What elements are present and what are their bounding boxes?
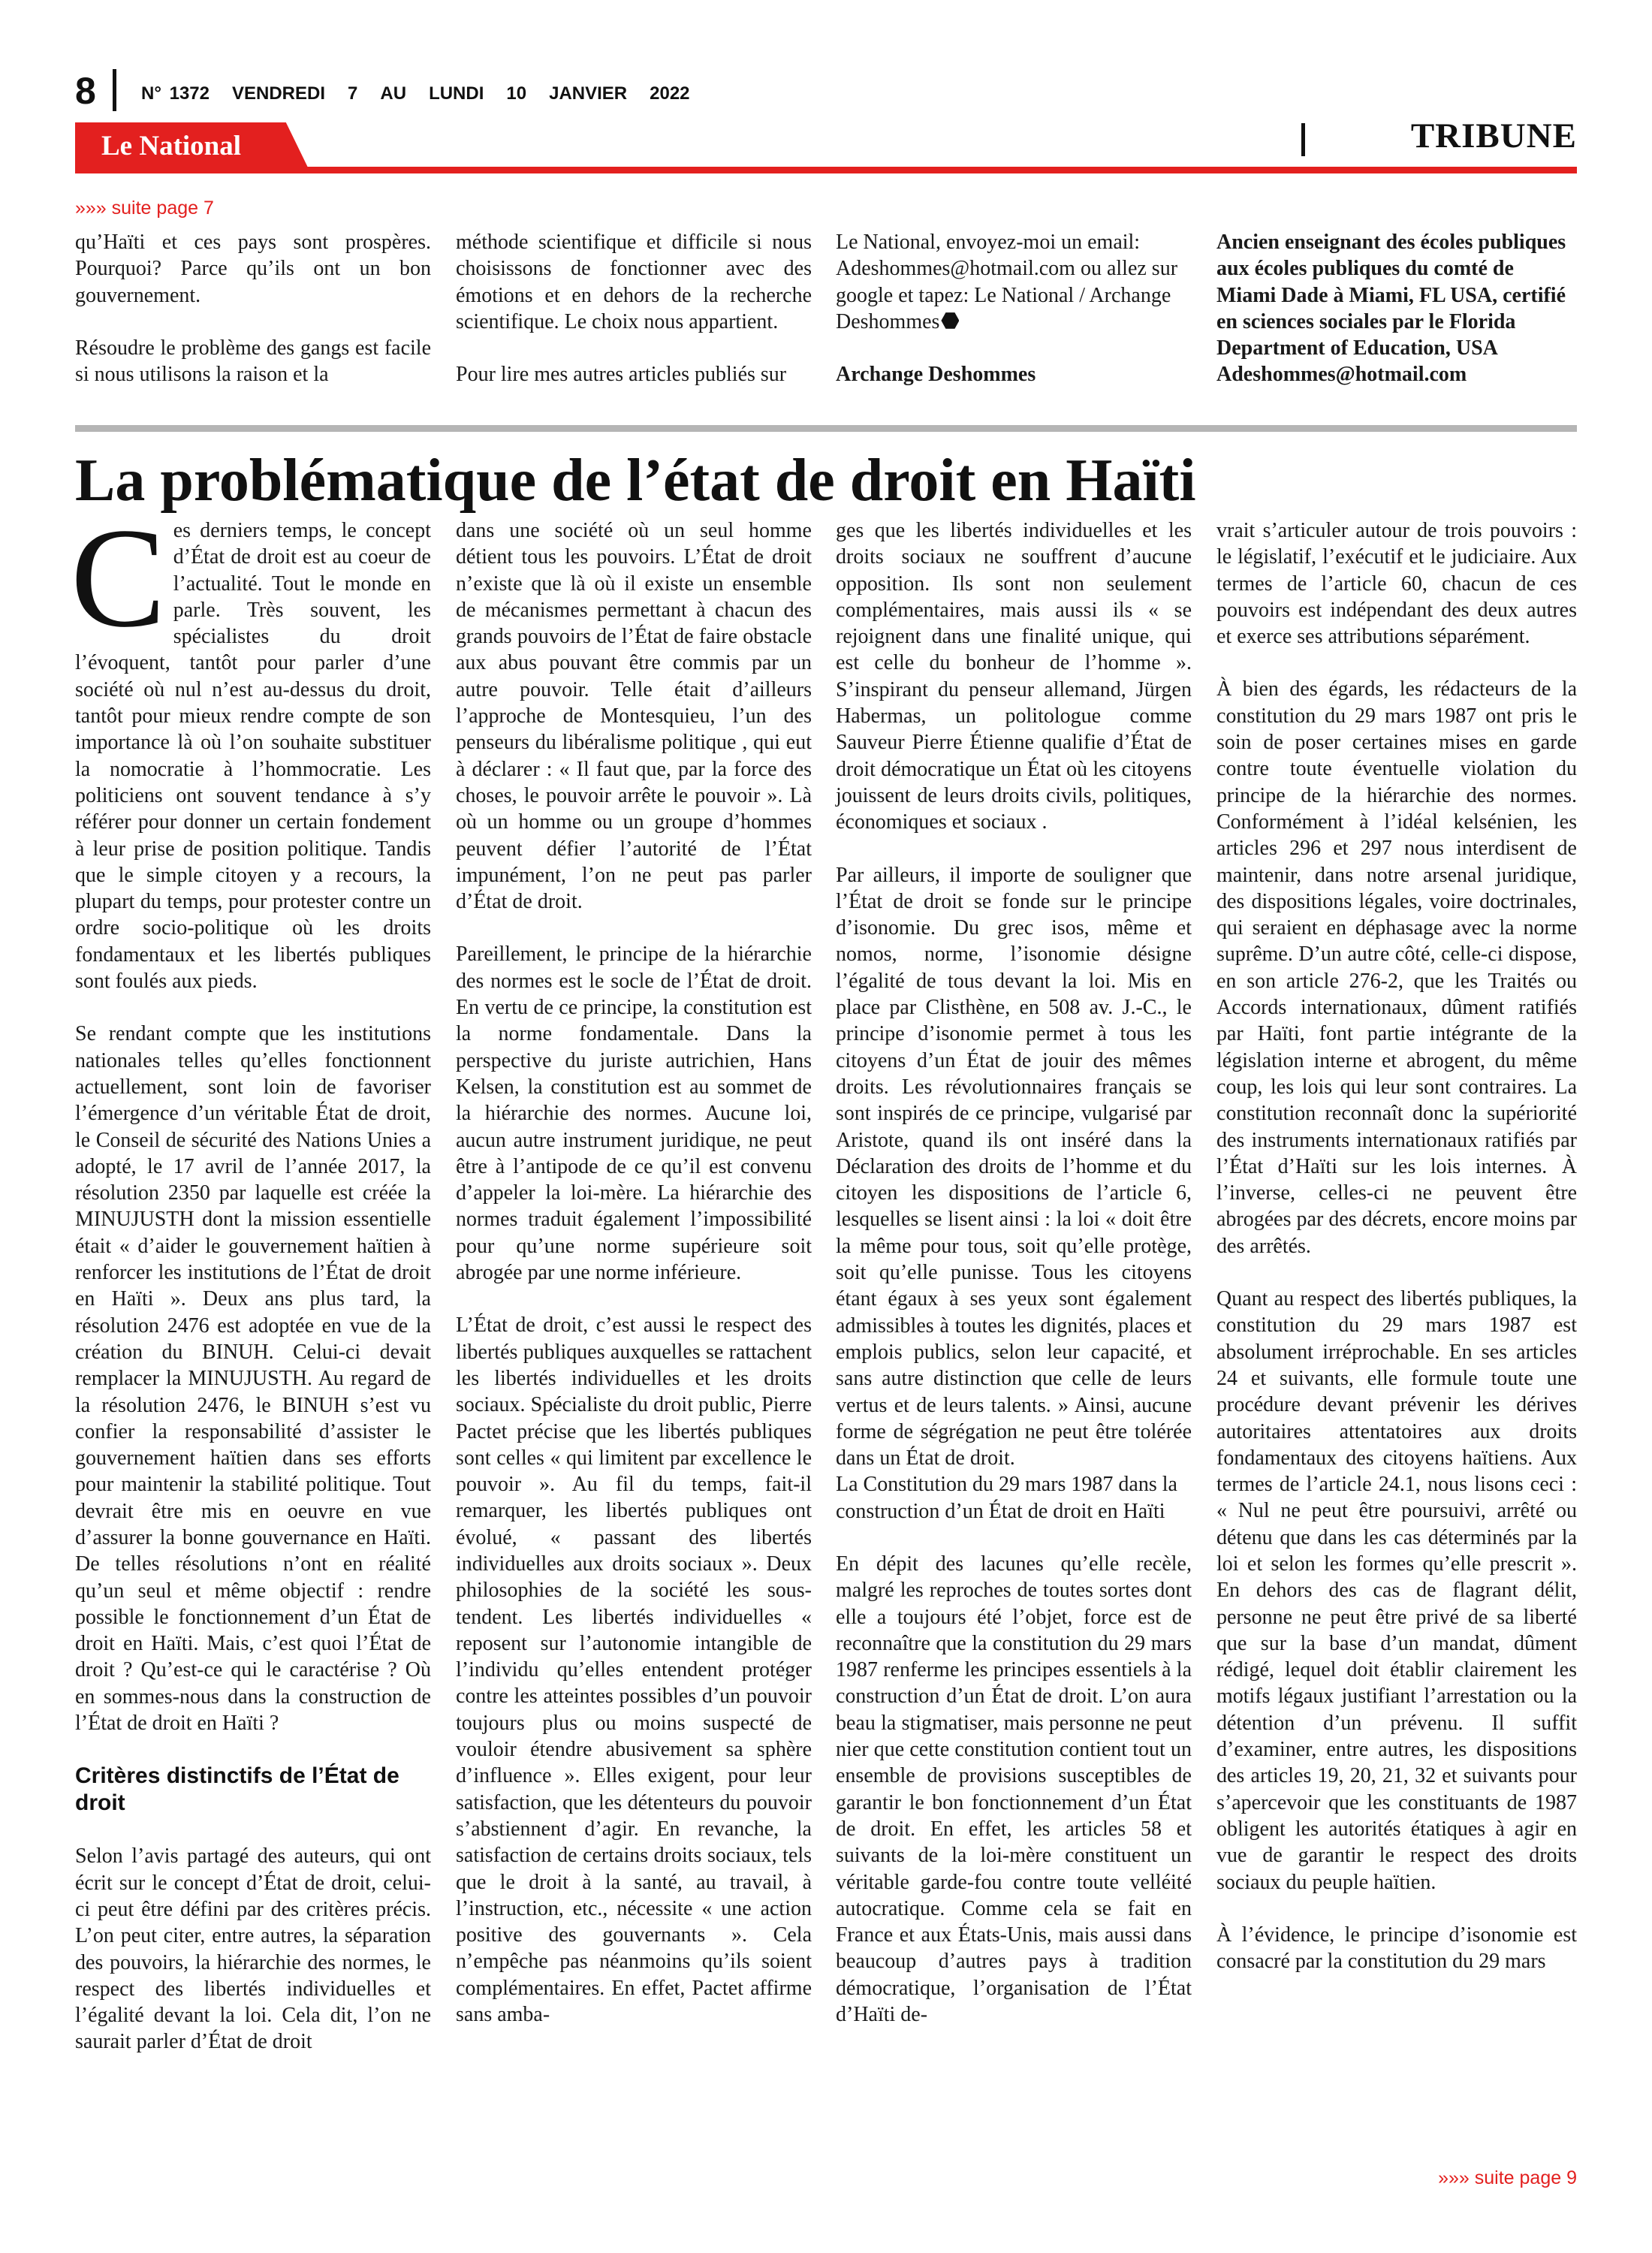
- article-column-1: [71, 499, 431, 2055]
- author-bio: [1216, 229, 1577, 388]
- paragraph: Pour lire mes autres articles publiés sur: [456, 363, 787, 387]
- lead-text: es derniers temps, le concept d’État de droit est au coeur de l’actualité. Tout le monde en parle. Très souvent, les spécialistes du droit l’évoquent, tantôt pour parler d’une société où nul n’est au-dessus du droit, tantôt pour mieux rendre compte de son importance là où l’on souhaite substituer la nomocratie à l’hommocratie. Les politiciens ont souvent tendance à s’y référer pour donner un certain fondement à leur prise de position politique. Tandis que le simple citoyen y a recours, la plupart du temps, pour protester contre un ordre socio-politique où les droits fondamentaux et les libertés publiques sont foulés aux pieds.: [75, 519, 431, 994]
- end-mark-icon: [941, 312, 959, 330]
- dateline-year: 2022: [650, 83, 690, 104]
- dateline-month: JANVIER: [549, 83, 628, 104]
- section-divider: [1301, 123, 1305, 156]
- paragraph: méthode scientifique et difficile si nous choisissons de fonctionner avec des émotions et en dehors de la recherche scientifique. Le choix nous appartient.: [456, 231, 812, 333]
- dateline-date-end: 10: [506, 83, 527, 104]
- continued-column-1: [75, 229, 431, 388]
- continued-from-link[interactable]: »»» suite page 7: [75, 198, 214, 219]
- paragraph: dans une société où un seul homme détient tous les pouvoirs. L’État de droit n’existe que là où il existe un ensemble de mécanismes permettant à chacun des grands pouvoirs de l’État de faire obstacle aux abus pouvant être commis par un autre pouvoir. Telle était d’ailleurs l’approche de Montesquieu, l’un des penseurs du libéralisme politique , qui eut à déclarer : « Il faut que, par la force des choses, le pouvoir arrête le pouvoir ». Là où un homme ou un groupe d’hommes peuvent défier l’autorité de l’État impunément, l’on ne peut pas parler d’État de droit.: [456, 519, 812, 914]
- drop-cap: C: [71, 499, 166, 657]
- continued-on-link[interactable]: »»» suite page 9: [1438, 2167, 1577, 2188]
- paragraph: En dépit des lacunes qu’elle recèle, malgré les reproches de toutes sortes dont elle a toujours été l’objet, force est de reconnaître que la constitution du 29 mars 1987 renferme les principes essentiels à la construction d’un État de droit. L’on aura beau la stigmatiser, mais personne ne peut nier que cette constitution contient tout un ensemble de provisions susceptibles de garantir le bon fonctionnement d’un État de droit. En effet, les articles 58 et suivants de la loi-mère constituent un véritable garde-fou contre toute velléité autocratique. Comme cela se fait en France et aux États-Unis, mais aussi dans beaucoup d’autres pays à tradition démocratique, l’organisation de l’État d’Haïti de-: [836, 1552, 1192, 2027]
- paragraph: Se rendant compte que les institutions nationales telles qu’elles fonctionnent actuellement, sont loin de favoriser l’émergence d’un véritable État de droit, le Conseil de sécurité des Nations Unies a adopté, le 17 avril de l’année 2017, la résolution 2350 par laquelle est créée la MINUJUSTH dont la mission essentielle était « d’aider le gouvernement haïtien à renforcer les institutions de l’État de droit en Haïti ». Deux ans plus tard, la résolution 2476 est adoptée en vue de la création du BINUH. Celui-ci devait remplacer la MINUJUSTH. Au regard de la résolution 2476, le BINUH s’est vu confier la responsabilité d’assister le gouvernement haïtien dans ses efforts pour maintenir la stabilité politique. Tout devrait être mis en oeuvre en vue d’assurer la bonne gouvernance en Haïti. De telles résolutions n’ont en réalité qu’un seul et même objectif : rendre possible le fonctionnement d’un État de droit en Haïti. Mais, c’est quoi l’État de droit ? Qu’est-ce qui le caractérise ? Où en sommes-nous dans la construction de l’État de droit en Haïti ?: [75, 1022, 431, 1736]
- paragraph: Selon l’avis partagé des auteurs, qui ont écrit sur le concept d’État de droit, celui-ci peut être défini par des critères précis. L’on peut citer, entre autres, la séparation des pouvoirs, la hiérarchie des normes, le respect des libertés individuelles et l’égalité devant la loi. Cela dit, l’on ne saurait parler d’État de droit: [75, 1844, 431, 2054]
- section-subheading: Critères distinctifs de l’État de droit: [75, 1763, 399, 1816]
- article-column-2: [456, 517, 812, 2028]
- brand-name: Le National: [101, 131, 242, 161]
- author-signature: Archange Deshommes: [836, 363, 1036, 387]
- article-column-4: [1216, 517, 1577, 1974]
- article-divider: [75, 425, 1577, 432]
- page-number-divider: [113, 69, 116, 111]
- paragraph: Pareillement, le principe de la hiérarchie des normes est le socle de l’État de droit. En vertu de ce principe, la constitution est la norme fondamentale. Dans la perspective du juriste autrichien, Hans Kelsen, la constitution est au sommet de la hiérarchie des normes. Aucune loi, aucun autre instrument juridique, ne peut être à l’antipode de ce qu’il est convenu d’appeler la loi-mère. La hiérarchie des normes traduit également l’impossibilité pour qu’une norme supérieure soit abrogée par une norme inférieure.: [456, 943, 812, 1285]
- header-rule: [75, 167, 1577, 173]
- bio-email[interactable]: Adeshommes@hotmail.com: [1216, 363, 1467, 387]
- paragraph: À l’évidence, le principe d’isonomie est consacré par la constitution du 29 mars: [1216, 1923, 1577, 1974]
- dateline-day-start: VENDREDI: [232, 83, 326, 104]
- issue-number: N° 1372: [141, 83, 210, 104]
- dateline-day-end: LUNDI: [429, 83, 484, 104]
- issue-dateline: [141, 83, 690, 105]
- paragraph: vrait s’articuler autour de trois pouvoirs : le législatif, l’exécutif et le judiciaire. Aux termes de l’article 60, chacun de ces pouvoirs est indépendant des deux autres et exerce ses attributions séparément.: [1216, 519, 1577, 649]
- paragraph: Résoudre le problème des gangs est facile si nous utilisons la raison et la: [75, 336, 431, 387]
- bio-text: Ancien enseignant des écoles publiques aux écoles publiques du comté de Miami Dade à Miami, FL USA, certifié en sciences sociales par le Florida Department of Education, USA: [1216, 231, 1566, 360]
- section-title: TRIBUNE: [1410, 116, 1577, 155]
- paragraph: [836, 229, 1192, 335]
- paragraph: [71, 499, 431, 994]
- paragraph: ges que les libertés individuelles et les droits sociaux ne souffrent d’aucune opposition. Ils sont non seulement complémentaires, mais aussi ils « se rejoignent dans une finalité unique, qui est celle du bonheur de l’homme ». S’inspirant du penseur allemand, Jürgen Habermas, un politologue comme Sauveur Pierre Étienne qualifie d’État de droit démocratique un État où les citoyens jouissent de leurs droits civils, politiques, économiques et sociaux .: [836, 519, 1192, 834]
- paragraph: La Constitution du 29 mars 1987 dans la construction d’un État de droit en Haïti: [836, 1473, 1177, 1523]
- paragraph: Par ailleurs, il importe de souligner que l’État de droit se fonde sur le principe d’isonomie. Du grec isos, même et nomos, norme, l’isonomie désigne l’égalité de tous devant la loi. Mis en place par Clisthène, en 508 av. J.-C., le principe d’isonomie permet à tous les citoyens d’un État de jouir des mêmes droits. Les révolutionnaires français se sont inspirés de ce principe, vulgarisé par Aristote, quand ils ont inséré dans la Déclaration des droits de l’homme et du citoyen les dispositions de l’article 6, lesquelles se lisent ainsi : la loi « doit être la même pour tous, soit qu’elle protège, soit qu’elle punisse. Tous les citoyens étant égaux à ses yeux sont également admissibles à toutes les dignités, places et emplois publics, selon leur capacité, et sans autre distinction que celle de leurs vertus et de leurs talents. » Ainsi, aucune forme de ségrégation ne peut être tolérée dans un État de droit.: [836, 863, 1192, 1470]
- contact-text: Le National, envoyez-moi un email: Adeshommes@hotmail.com ou allez sur google et tapez: Le National / Archange Deshommes: [836, 231, 1178, 333]
- continued-column-3: [836, 229, 1192, 388]
- dateline-au: AU: [380, 83, 407, 104]
- article-headline: La problématique de l’état de droit en Haïti: [75, 448, 1196, 514]
- paragraph: qu’Haïti et ces pays sont prospères. Pourquoi? Parce qu’ils ont un bon gouvernement.: [75, 231, 431, 307]
- paragraph: À bien des égards, les rédacteurs de la constitution du 29 mars 1987 ont pris le soin de poser certaines mises en garde contre toute éventuelle violation du principe de la hiérarchie des normes. Conformément à l’idéal kelsénien, les articles 296 et 297 nous interdisent de maintenir, dans notre arsenal juridique, des dispositions légales, voire doctrinales, qui seraient en déphasage avec la norme suprême. D’un autre côté, celle-ci dispose, en son article 276-2, que les Traités ou Accords internationaux, dûment ratifiés par Haïti, font partie intégrante de la législation interne et abrogent, du même coup, les lois qui leur sont contraires. La constitution reconnaît donc la supériorité des instruments internationaux ratifiés par l’État d’Haïti sur les lois internes. À l’inverse, celles-ci ne peuvent être abrogées par des décrets, encore moins par des arrêtés.: [1216, 677, 1577, 1258]
- paragraph: L’État de droit, c’est aussi le respect des libertés publiques auxquelles se rattachent les libertés individuelles et les droits sociaux. Spécialiste du droit public, Pierre Pactet précise que les libertés publiques sont celles « qui limitent par excellence le pouvoir ». Au fil du temps, fait-il remarquer, les libertés publiques ont évolué, « passant des libertés individuelles aux droits sociaux ». Deux philosophies de la société les sous-tendent. Les libertés individuelles « reposent sur l’autonomie intangible de l’individu qu’elles entendent protéger contre les atteintes possibles d’un pouvoir toujours plus ou moins suspecté de vouloir étendre abusivement sa sphère d’influence ». Elles exigent, pour leur satisfaction, que les détenteurs du pouvoir s’abstiennent d’agir. En revanche, la satisfaction de certains droits sociaux, tels que le droit à la santé, au travail, à l’instruction, etc., nécessite « une action positive des gouvernants ». Cela n’empêche pas néanmoins qu’ils soient complémentaires. En effet, Pactet affirme sans amba-: [456, 1313, 812, 2027]
- continued-column-2: [456, 229, 812, 388]
- paragraph: Quant au respect des libertés publiques, la constitution du 29 mars 1987 est absolument irréprochable. En ses articles 24 et suivants, elle formule toute une procédure devant prévenir les dérives autoritaires attentatoires aux droits fondamentaux des citoyens haïtiens. Aux termes de l’article 24.1, nous lisons ceci : « Nul ne peut être poursuivi, arrêté ou détenu que dans les cas déterminés par la loi et selon les formes qu’elle prescrit ». En dehors des cas de flagrant délit, personne ne peut être privé de sa liberté que sur la base d’un mandat, dûment rédigé, lequel doit établir clairement les motifs légaux justifiant l’arrestation ou la détention d’un prévenu. Il suffit d’examiner, entre autres, les dispositions des articles 19, 20, 21, 32 et suivants pour s’apercevoir que les constituants de 1987 obligent les autorités étatiques à agir en vue de garantir le respect des droits sociaux du peuple haïtien.: [1216, 1287, 1577, 1894]
- article-column-3: [836, 517, 1192, 2028]
- page-number: 8: [75, 70, 96, 112]
- dateline-date-start: 7: [348, 83, 358, 104]
